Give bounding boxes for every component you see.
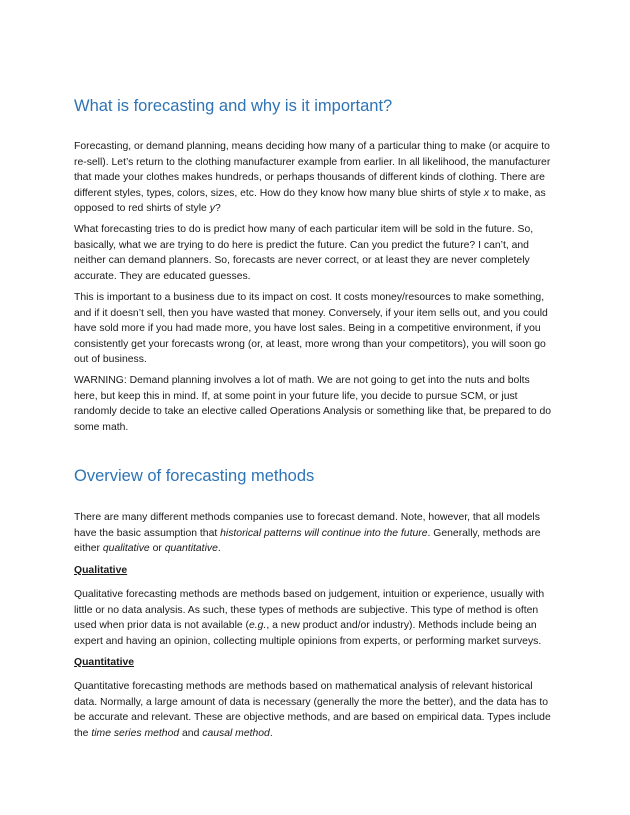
subheading-qualitative: Qualitative <box>74 565 128 576</box>
section-heading-forecasting: What is forecasting and why is it important? <box>74 97 393 115</box>
paragraph-definition: Forecasting, or demand planning, means deciding how many of a particular thing to make (or acquire to re-sell). Let’s return to the clothing manufacturer example from earlier. In all likelihood, the manufacturer that made your clothes makes hundreds, or perhaps thousands of different kinds of clothing. There are different styles, types, colors, sizes, etc. How do they know how many blue shirts of style x to make, as opposed to red shirts of style y? <box>74 141 551 215</box>
paragraph-cost-impact: This is important to a business due to its impact on cost. It costs money/resources to make something, and if it doesn’t sell, then you have wasted that money. Conversely, if your item sells out, and you could have sold more if you had made more, you have lost sales. Being in a competitive environment, if you consistently get your forecasts wrong (or, at least, more wrong than your competitors), you will soon go out of business. <box>74 292 548 366</box>
paragraph-qualitative: Qualitative forecasting methods are methods based on judgement, intuition or experience, usually with little or no data analysis. As such, these types of methods are subjective. This type of method is often used when prior data is not available (e.g., a new product and/or industry). Methods include being an expert and having an opinion, collecting multiple opinions from experts, or performing market surveys. <box>74 589 545 647</box>
paragraph-quantitative: Quantitative forecasting methods are methods based on mathematical analysis of relevant historical data. Normally, a large amount of data is necessary (generally the more the better), and the data has to be accurate and relevant. These are objective methods, and are based on empirical data. Types include the time series method and causal method. <box>74 681 551 739</box>
paragraph-predict-future: What forecasting tries to do is predict how many of each particular item will be sold in the future. So, basically, what we are trying to do here is predict the future. Can you predict the future? I can’t, and neither can demand planners. So, forecasts are never correct, or at least they are never completely accurate. They are educated guesses. <box>74 224 534 282</box>
subheading-quantitative: Quantitative <box>74 657 135 668</box>
paragraph-warning: WARNING: Demand planning involves a lot of math. We are not going to get into the nuts and bolts here, but keep this in mind. If, at some point in your future life, you decide to pursue SCM, or just randomly decide to take an elective called Operations Analysis or something like that, be prepared to do some math. <box>74 375 552 433</box>
section-heading-overview: Overview of forecasting methods <box>74 467 315 485</box>
paragraph-methods-intro: There are many different methods companies use to forecast demand. Note, however, that all models have the basic assumption that historical patterns will continue into the future. Generally, methods are either qualitative or quantitative. <box>74 512 541 555</box>
